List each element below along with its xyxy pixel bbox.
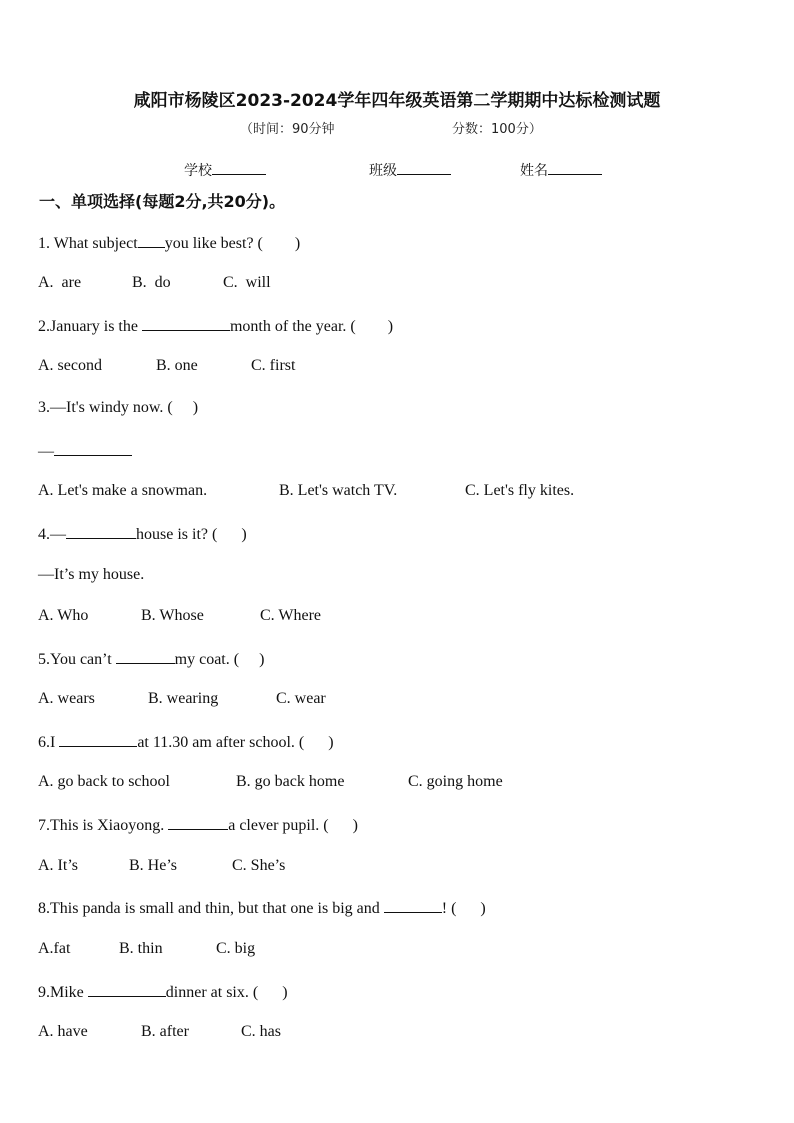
question-text: 2.January is the bbox=[38, 318, 142, 335]
options-4 bbox=[38, 607, 321, 625]
options-6 bbox=[38, 773, 503, 791]
option-a[interactable]: A. go back to school bbox=[38, 773, 170, 790]
option-c[interactable]: C. wear bbox=[276, 690, 326, 707]
question-text: ! ( ) bbox=[441, 900, 486, 917]
option-c[interactable]: C. big bbox=[216, 940, 256, 957]
question-text: 7.This is Xiaoyong. bbox=[38, 817, 169, 834]
page-title: 咸阳市杨陵区2023-2024学年四年级英语第二学期期中达标检测试题 bbox=[133, 91, 661, 111]
options-3 bbox=[38, 482, 574, 500]
exam-meta bbox=[240, 118, 660, 137]
option-a[interactable]: A. Who bbox=[38, 607, 89, 624]
option-b[interactable]: B. do bbox=[132, 274, 171, 291]
answer-blank[interactable] bbox=[59, 732, 137, 747]
question-text: a clever pupil. ( ) bbox=[228, 817, 358, 834]
question-text: you like best? ( ) bbox=[164, 235, 301, 252]
option-b[interactable]: B. wearing bbox=[148, 690, 219, 707]
option-b[interactable]: B. Let's watch TV. bbox=[279, 482, 398, 499]
total-score: 分数：100分） bbox=[452, 122, 542, 137]
option-c[interactable]: C. She’s bbox=[232, 857, 286, 874]
option-c[interactable]: C. first bbox=[251, 357, 296, 374]
option-a[interactable]: A. wears bbox=[38, 690, 95, 707]
name-blank[interactable] bbox=[548, 160, 602, 175]
school-field[interactable] bbox=[184, 160, 266, 180]
question-4 bbox=[38, 524, 247, 544]
class-blank[interactable] bbox=[397, 160, 451, 175]
question-text: my coat. ( ) bbox=[174, 651, 265, 668]
question-1 bbox=[38, 233, 300, 253]
question-text: house is it? ( ) bbox=[136, 526, 247, 543]
time-limit: （时间：90分钟 bbox=[240, 122, 335, 137]
option-b[interactable]: B. thin bbox=[119, 940, 163, 957]
class-label: 班级 bbox=[369, 163, 397, 179]
question-4-reply: —It’s my house. bbox=[38, 566, 145, 583]
option-c[interactable]: C. going home bbox=[408, 773, 503, 790]
option-c[interactable]: C. Let's fly kites. bbox=[465, 482, 575, 499]
name-field[interactable] bbox=[520, 160, 602, 180]
question-text: 6.I bbox=[38, 734, 60, 751]
option-a[interactable]: A. It’s bbox=[38, 857, 78, 874]
answer-blank[interactable] bbox=[168, 815, 228, 830]
answer-blank[interactable] bbox=[384, 898, 442, 913]
options-1 bbox=[38, 274, 271, 292]
question-text: at 11.30 am after school. ( ) bbox=[137, 734, 334, 751]
option-b[interactable]: B. one bbox=[156, 357, 198, 374]
question-text: dinner at six. ( ) bbox=[165, 984, 288, 1001]
question-text: 4.— bbox=[38, 526, 66, 543]
answer-blank[interactable] bbox=[54, 441, 132, 456]
question-text: month of the year. ( ) bbox=[229, 318, 394, 335]
option-c[interactable]: C. will bbox=[223, 274, 271, 291]
option-a[interactable]: A.fat bbox=[38, 940, 71, 957]
option-b[interactable]: B. He’s bbox=[129, 857, 177, 874]
option-a[interactable]: A. second bbox=[38, 357, 102, 374]
question-text: 5.You can’t bbox=[38, 651, 116, 668]
option-a[interactable]: A. are bbox=[38, 274, 82, 291]
option-a[interactable]: A. Let's make a snowman. bbox=[38, 482, 208, 499]
options-7 bbox=[38, 857, 285, 875]
question-8 bbox=[38, 898, 486, 918]
options-8 bbox=[38, 940, 255, 958]
option-c[interactable]: C. has bbox=[241, 1023, 281, 1040]
school-label: 学校 bbox=[184, 163, 212, 179]
class-field[interactable] bbox=[369, 160, 451, 180]
question-text: 1. What subject bbox=[38, 235, 138, 252]
question-5 bbox=[38, 649, 264, 669]
option-b[interactable]: B. after bbox=[141, 1023, 189, 1040]
options-2 bbox=[38, 357, 295, 375]
section-heading: 一、单项选择(每题2分,共20分)。 bbox=[39, 192, 286, 211]
question-6 bbox=[38, 732, 334, 752]
option-b[interactable]: B. Whose bbox=[141, 607, 204, 624]
student-info-row bbox=[0, 160, 794, 182]
question-3-reply bbox=[38, 441, 132, 461]
answer-blank[interactable] bbox=[138, 233, 165, 248]
question-9 bbox=[38, 982, 288, 1002]
answer-blank[interactable] bbox=[142, 316, 230, 331]
options-9 bbox=[38, 1023, 281, 1041]
question-text: 8.This panda is small and thin, but that one is big and bbox=[38, 900, 384, 917]
name-label: 姓名 bbox=[520, 163, 548, 179]
question-7 bbox=[38, 815, 358, 835]
question-3: 3.—It's windy now. ( ) bbox=[38, 399, 199, 416]
answer-blank[interactable] bbox=[66, 524, 136, 539]
option-c[interactable]: C. Where bbox=[260, 607, 322, 624]
question-text: 9.Mike bbox=[38, 984, 88, 1001]
options-5 bbox=[38, 690, 326, 708]
answer-blank[interactable] bbox=[116, 649, 175, 664]
school-blank[interactable] bbox=[212, 160, 266, 175]
reply-dash: — bbox=[38, 443, 54, 460]
option-b[interactable]: B. go back home bbox=[236, 773, 345, 790]
question-2 bbox=[38, 316, 393, 336]
option-a[interactable]: A. have bbox=[38, 1023, 88, 1040]
answer-blank[interactable] bbox=[88, 982, 166, 997]
